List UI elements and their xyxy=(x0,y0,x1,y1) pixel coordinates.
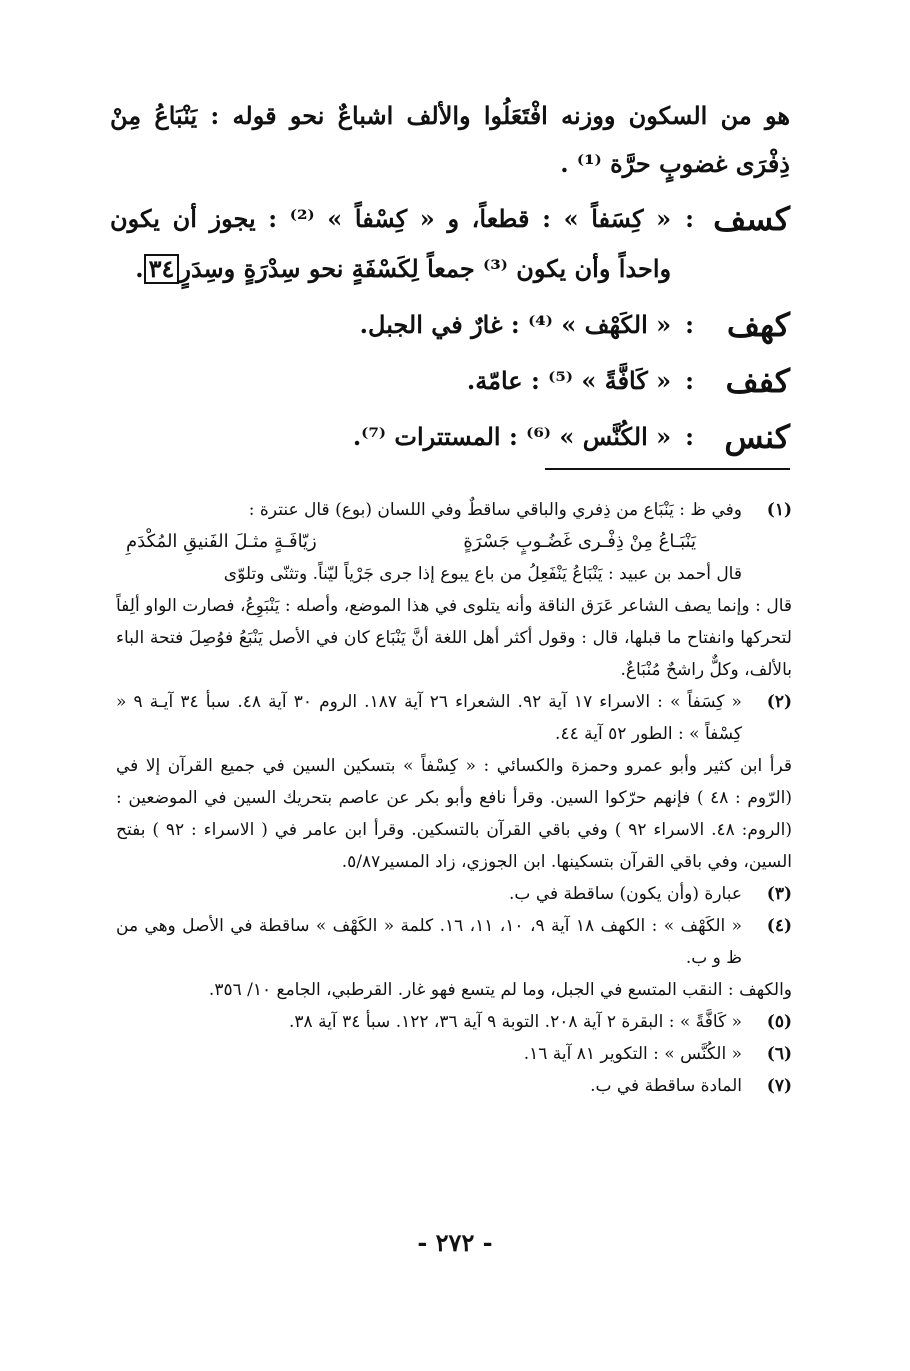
entry-definition: « الكَهْف » ⁽⁴⁾ : غارٌ في الجبل. xyxy=(359,310,672,339)
footnote-number: (٢) xyxy=(766,692,792,712)
footnote-number: (١) xyxy=(766,500,792,520)
entry-definition: « الكُنَّس » ⁽⁶⁾ : المستترات ⁽⁷⁾. xyxy=(352,422,672,451)
main-text xyxy=(110,92,790,462)
entry-key: كهف xyxy=(726,306,790,344)
poetry-verse xyxy=(116,526,742,558)
footnote-number: (٦) xyxy=(766,1044,792,1064)
footnote-5 xyxy=(116,1006,792,1038)
footnote-6 xyxy=(116,1038,792,1070)
footnote-text: « الكَهْف » : الكهف ١٨ آية ٩، ١٠، ١١، ١٦. كلمة « الكَهْف » ساقطة في الأصل وهي من ظ و ب. xyxy=(116,916,743,968)
intro-paragraph: هو من السكون ووزنه افْتَعَلُوا والألف اشباعٌ نحو قوله : يَنْبَاعُ مِنْ ذِفْرَى غضوبٍ حرَّة ⁽¹⁾ . xyxy=(110,101,790,178)
entry-key: كنس xyxy=(724,418,790,456)
entry-kasf xyxy=(110,194,790,294)
footnote-1-continuation: قال : وإنما يصف الشاعر عَرَق الناقة وأنه يتلوى في هذا الموضع، وأصله : يَنْبَوِعُ، فصارت الواو ألِفاً لتحركها وانفتاح ما قبلها، قال : وقول أكثر أهل اللغة أنَّ يَنْبَاع كان في الأصل يَنْبَعُ فوُصِلَ فتحة الباء بالألف، وكلٌّ راشحٌ مُنْبَاعٌ. xyxy=(116,596,792,680)
entry-colon: : xyxy=(685,366,694,395)
footnote-number: (٧) xyxy=(766,1076,792,1096)
footnote-number: (٣) xyxy=(766,884,792,904)
footnote-2 xyxy=(116,686,792,750)
entry-colon: : xyxy=(685,422,694,451)
footnote-line: وفي ظ : يَنْبَاع من ذِفري والباقي ساقطٌ وفي اللسان (بوع) قال عنترة : xyxy=(248,500,742,520)
footnotes xyxy=(116,494,792,1102)
page-marker-box: ٣٤ xyxy=(144,254,180,284)
footnote-text: عبارة (وأن يكون) ساقطة في ب. xyxy=(509,884,742,904)
page-number: - ٢٧٢ - xyxy=(417,1228,493,1257)
entry-kahf xyxy=(110,300,790,350)
verse-second-hemistich: زيّافَـةٍ مثـلَ الفَنيقِ المُكْدَمِ xyxy=(126,531,317,552)
footnote-text xyxy=(116,494,742,590)
footnote-continuation: قال أحمد بن عبيد : يَنْبَاعُ يَنْفَعِلُ من باع يبوع إذا جرى جَرْياً ليّناً. وتثنّى وتلوّى xyxy=(223,564,742,584)
footnote-2-continuation: قرأ ابن كثير وأبو عمرو وحمزة والكسائي : « كِسْفاً » بتسكين السين في جميع القرآن إلا في (الرّوم : ٤٨ ) فإنهم حرّكوا السين. وقرأ نافع وأبو بكر عن عاصم بتحريك السين في الموضعين : (الروم: ٤٨. الاسراء ٩٢ ) وفي باقي القرآن بالتسكين. وقرأ ابن عامر في ( الاسراء : ٩٢ ) بفتح السين، وفي باقي القرآن بتسكينها. ابن الجوزي، زاد المسير٥/٨٧. xyxy=(116,756,793,872)
footnote-3 xyxy=(116,878,792,910)
footnote-number: (٥) xyxy=(766,1012,792,1032)
entry-kaff xyxy=(110,356,790,406)
footnote-number: (٤) xyxy=(766,916,792,936)
entry-key: كسف xyxy=(713,200,790,238)
footnote-text: المادة ساقطة في ب. xyxy=(590,1076,742,1096)
entry-key: كفف xyxy=(725,362,790,400)
entry-colon: : xyxy=(685,204,694,233)
footnote-text: « كِسَفاً » : الاسراء ١٧ آية ٩٢. الشعراء ٢٦ آية ١٨٧. الروم ٣٠ آية ٤٨. سبأ ٣٤ آيـة ٩ « كِسْفاً » : الطور ٥٢ آية ٤٤. xyxy=(116,692,742,744)
footnote-divider xyxy=(545,468,790,470)
footnote-text: « كَافَّةً » : البقرة ٢ آية ٢٠٨. التوبة ٩ آية ٣٦، ١٢٢. سبأ ٣٤ آية ٣٨. xyxy=(289,1012,742,1032)
entry-colon: : xyxy=(685,310,694,339)
entry-kans xyxy=(110,412,790,462)
verse-first-hemistich: يَنْبَـاعُ مِنْ ذِفْـرى غَضُـوبٍ جَسْرَةٍ xyxy=(463,531,696,552)
entry-definition: « كَافَّةً » ⁽⁵⁾ : عامّة. xyxy=(466,366,672,395)
footnote-1 xyxy=(116,494,792,590)
entry-definition-text: « كِسَفاً » : قطعاً، و « كِسْفاً » ⁽²⁾ : يجوز أن يكون واحداً وأن يكون ⁽³⁾ جمعاً لِكَسْفَةٍ نحو سِدْرَةٍ وسِدَرٍ xyxy=(110,204,672,283)
footnote-text: « الكُنَّس » : التكوير ٨١ آية ١٦. xyxy=(523,1044,742,1064)
entry-definition: « كِسَفاً » : قطعاً، و « كِسْفاً » ⁽²⁾ : يجوز أن يكون واحداً وأن يكون ⁽³⁾ جمعاً لِكَسْفَةٍ نحو سِدْرَةٍ وسِدَرٍ٣٤. xyxy=(110,204,672,283)
footnote-7 xyxy=(116,1070,792,1102)
footnote-4-continuation: والكهف : النقب المتسع في الجبل، وما لم يتسع فهو غار. القرطبي، الجامع ١٠/ ٣٥٦. xyxy=(208,980,792,1000)
footnote-4 xyxy=(116,910,792,974)
